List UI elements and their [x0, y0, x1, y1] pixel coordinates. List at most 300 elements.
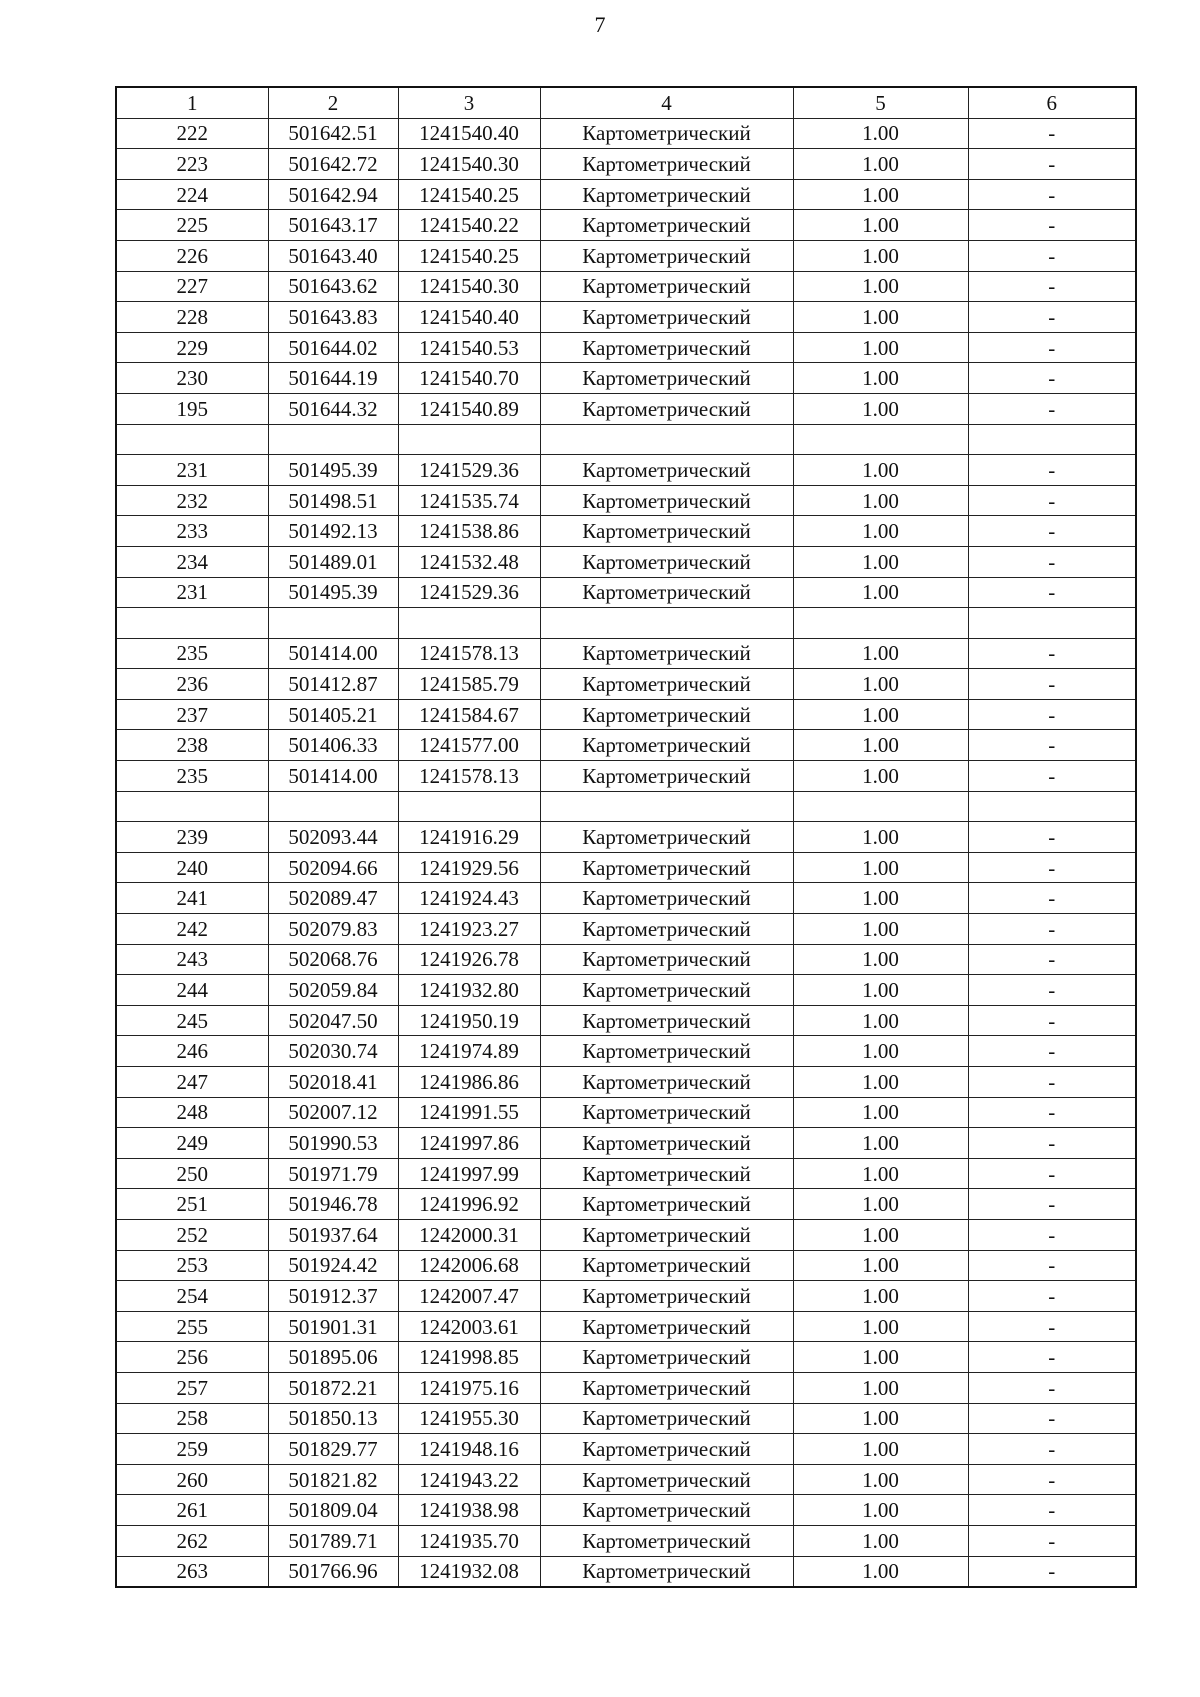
method-cell: Картометрический [540, 332, 793, 363]
point-number-cell: 224 [116, 179, 268, 210]
y-coordinate-cell: 1241975.16 [398, 1372, 540, 1403]
y-coordinate-cell: 1242000.31 [398, 1219, 540, 1250]
point-number-cell: 222 [116, 118, 268, 149]
note-cell: - [968, 822, 1136, 853]
accuracy-cell: 1.00 [793, 1067, 968, 1098]
y-coordinate-cell: 1241950.19 [398, 1005, 540, 1036]
x-coordinate-cell: 501850.13 [268, 1403, 398, 1434]
point-number-cell: 226 [116, 240, 268, 271]
accuracy-cell: 1.00 [793, 1434, 968, 1465]
accuracy-cell: 1.00 [793, 118, 968, 149]
x-coordinate-cell: 501971.79 [268, 1158, 398, 1189]
y-coordinate-cell: 1242003.61 [398, 1311, 540, 1342]
accuracy-cell: 1.00 [793, 852, 968, 883]
method-cell: Картометрический [540, 1434, 793, 1465]
x-coordinate-cell: 502018.41 [268, 1067, 398, 1098]
y-coordinate-cell: 1241924.43 [398, 883, 540, 914]
column-header: 3 [398, 87, 540, 118]
table-row [116, 608, 1136, 639]
y-coordinate-cell: 1241997.99 [398, 1158, 540, 1189]
x-coordinate-cell: 502030.74 [268, 1036, 398, 1067]
table-row [116, 1281, 1136, 1312]
accuracy-cell: 1.00 [793, 975, 968, 1006]
table-row [116, 761, 1136, 792]
y-coordinate-cell: 1241923.27 [398, 914, 540, 945]
method-cell [540, 608, 793, 639]
x-coordinate-cell: 501414.00 [268, 761, 398, 792]
table-row [116, 1556, 1136, 1587]
table-row [116, 149, 1136, 180]
note-cell [968, 791, 1136, 822]
method-cell: Картометрический [540, 577, 793, 608]
table-row [116, 1342, 1136, 1373]
note-cell: - [968, 546, 1136, 577]
accuracy-cell: 1.00 [793, 1158, 968, 1189]
x-coordinate-cell: 502093.44 [268, 822, 398, 853]
y-coordinate-cell: 1241926.78 [398, 944, 540, 975]
x-coordinate-cell [268, 424, 398, 455]
method-cell: Картометрический [540, 485, 793, 516]
x-coordinate-cell: 502047.50 [268, 1005, 398, 1036]
table-row [116, 424, 1136, 455]
point-number-cell: 259 [116, 1434, 268, 1465]
table-row [116, 302, 1136, 333]
point-number-cell: 228 [116, 302, 268, 333]
table-row [116, 944, 1136, 975]
method-cell: Картометрический [540, 1158, 793, 1189]
accuracy-cell: 1.00 [793, 1128, 968, 1159]
column-header: 1 [116, 87, 268, 118]
table-row [116, 914, 1136, 945]
table-row [116, 455, 1136, 486]
note-cell: - [968, 1097, 1136, 1128]
method-cell: Картометрический [540, 1403, 793, 1434]
y-coordinate-cell: 1241540.40 [398, 302, 540, 333]
accuracy-cell: 1.00 [793, 455, 968, 486]
table-row [116, 210, 1136, 241]
accuracy-cell: 1.00 [793, 1189, 968, 1220]
note-cell: - [968, 730, 1136, 761]
accuracy-cell: 1.00 [793, 271, 968, 302]
note-cell: - [968, 1311, 1136, 1342]
y-coordinate-cell: 1241986.86 [398, 1067, 540, 1098]
table-row [116, 179, 1136, 210]
note-cell: - [968, 332, 1136, 363]
accuracy-cell: 1.00 [793, 883, 968, 914]
point-number-cell: 247 [116, 1067, 268, 1098]
note-cell: - [968, 240, 1136, 271]
y-coordinate-cell: 1241535.74 [398, 485, 540, 516]
note-cell: - [968, 1158, 1136, 1189]
table-row [116, 791, 1136, 822]
point-number-cell: 239 [116, 822, 268, 853]
table-row [116, 332, 1136, 363]
method-cell: Картометрический [540, 1128, 793, 1159]
point-number-cell: 255 [116, 1311, 268, 1342]
note-cell: - [968, 1281, 1136, 1312]
accuracy-cell: 1.00 [793, 577, 968, 608]
note-cell: - [968, 485, 1136, 516]
accuracy-cell: 1.00 [793, 944, 968, 975]
accuracy-cell: 1.00 [793, 302, 968, 333]
y-coordinate-cell: 1241540.30 [398, 149, 540, 180]
table-row [116, 516, 1136, 547]
table-body [116, 118, 1136, 1587]
table-row [116, 1403, 1136, 1434]
method-cell: Картометрический [540, 1556, 793, 1587]
accuracy-cell: 1.00 [793, 638, 968, 669]
note-cell: - [968, 1219, 1136, 1250]
y-coordinate-cell: 1241540.30 [398, 271, 540, 302]
accuracy-cell: 1.00 [793, 822, 968, 853]
x-coordinate-cell: 501642.72 [268, 149, 398, 180]
method-cell: Картометрический [540, 1342, 793, 1373]
note-cell: - [968, 852, 1136, 883]
note-cell [968, 608, 1136, 639]
y-coordinate-cell: 1241955.30 [398, 1403, 540, 1434]
point-number-cell: 230 [116, 363, 268, 394]
method-cell: Картометрический [540, 455, 793, 486]
accuracy-cell: 1.00 [793, 363, 968, 394]
point-number-cell: 245 [116, 1005, 268, 1036]
point-number-cell: 248 [116, 1097, 268, 1128]
point-number-cell: 241 [116, 883, 268, 914]
y-coordinate-cell: 1241540.53 [398, 332, 540, 363]
point-number-cell: 229 [116, 332, 268, 363]
x-coordinate-cell: 501895.06 [268, 1342, 398, 1373]
point-number-cell: 233 [116, 516, 268, 547]
accuracy-cell [793, 608, 968, 639]
point-number-cell: 261 [116, 1495, 268, 1526]
x-coordinate-cell: 501912.37 [268, 1281, 398, 1312]
x-coordinate-cell: 501937.64 [268, 1219, 398, 1250]
table-row [116, 1495, 1136, 1526]
table-row [116, 1525, 1136, 1556]
x-coordinate-cell: 501643.40 [268, 240, 398, 271]
point-number-cell: 260 [116, 1464, 268, 1495]
note-cell: - [968, 1342, 1136, 1373]
y-coordinate-cell [398, 424, 540, 455]
point-number-cell: 225 [116, 210, 268, 241]
accuracy-cell: 1.00 [793, 1219, 968, 1250]
table-header [116, 87, 1136, 118]
point-number-cell: 251 [116, 1189, 268, 1220]
y-coordinate-cell: 1242007.47 [398, 1281, 540, 1312]
method-cell: Картометрический [540, 1219, 793, 1250]
y-coordinate-cell: 1241529.36 [398, 455, 540, 486]
point-number-cell: 258 [116, 1403, 268, 1434]
note-cell: - [968, 1189, 1136, 1220]
method-cell: Картометрический [540, 1250, 793, 1281]
x-coordinate-cell [268, 608, 398, 639]
x-coordinate-cell: 501829.77 [268, 1434, 398, 1465]
accuracy-cell: 1.00 [793, 516, 968, 547]
accuracy-cell: 1.00 [793, 240, 968, 271]
column-header: 4 [540, 87, 793, 118]
x-coordinate-cell: 501821.82 [268, 1464, 398, 1495]
method-cell: Картометрический [540, 363, 793, 394]
point-number-cell [116, 608, 268, 639]
point-number-cell: 223 [116, 149, 268, 180]
accuracy-cell: 1.00 [793, 1372, 968, 1403]
x-coordinate-cell: 501414.00 [268, 638, 398, 669]
accuracy-cell: 1.00 [793, 210, 968, 241]
point-number-cell: 244 [116, 975, 268, 1006]
note-cell: - [968, 516, 1136, 547]
table-row [116, 1128, 1136, 1159]
note-cell: - [968, 761, 1136, 792]
note-cell: - [968, 1403, 1136, 1434]
point-number-cell: 235 [116, 638, 268, 669]
note-cell: - [968, 1434, 1136, 1465]
y-coordinate-cell: 1242006.68 [398, 1250, 540, 1281]
table-row [116, 1005, 1136, 1036]
x-coordinate-cell: 501809.04 [268, 1495, 398, 1526]
x-coordinate-cell: 502007.12 [268, 1097, 398, 1128]
accuracy-cell: 1.00 [793, 1342, 968, 1373]
accuracy-cell: 1.00 [793, 179, 968, 210]
x-coordinate-cell: 501495.39 [268, 577, 398, 608]
x-coordinate-cell: 501642.94 [268, 179, 398, 210]
y-coordinate-cell: 1241540.22 [398, 210, 540, 241]
method-cell: Картометрический [540, 240, 793, 271]
x-coordinate-cell: 501789.71 [268, 1525, 398, 1556]
table-row [116, 699, 1136, 730]
method-cell: Картометрический [540, 393, 793, 424]
note-cell: - [968, 149, 1136, 180]
point-number-cell: 195 [116, 393, 268, 424]
note-cell: - [968, 669, 1136, 700]
table-row [116, 1067, 1136, 1098]
point-number-cell: 237 [116, 699, 268, 730]
y-coordinate-cell: 1241585.79 [398, 669, 540, 700]
y-coordinate-cell: 1241577.00 [398, 730, 540, 761]
method-cell: Картометрический [540, 1525, 793, 1556]
note-cell [968, 424, 1136, 455]
method-cell: Картометрический [540, 302, 793, 333]
method-cell: Картометрический [540, 516, 793, 547]
page-number: 7 [594, 12, 606, 37]
x-coordinate-cell: 501405.21 [268, 699, 398, 730]
method-cell: Картометрический [540, 638, 793, 669]
x-coordinate-cell: 501643.83 [268, 302, 398, 333]
point-number-cell: 231 [116, 455, 268, 486]
note-cell: - [968, 271, 1136, 302]
column-header: 5 [793, 87, 968, 118]
point-number-cell: 235 [116, 761, 268, 792]
y-coordinate-cell: 1241540.89 [398, 393, 540, 424]
note-cell: - [968, 1464, 1136, 1495]
x-coordinate-cell: 501495.39 [268, 455, 398, 486]
method-cell: Картометрический [540, 546, 793, 577]
y-coordinate-cell: 1241584.67 [398, 699, 540, 730]
table-row [116, 393, 1136, 424]
note-cell: - [968, 363, 1136, 394]
point-number-cell: 242 [116, 914, 268, 945]
note-cell: - [968, 179, 1136, 210]
x-coordinate-cell: 501766.96 [268, 1556, 398, 1587]
note-cell: - [968, 393, 1136, 424]
accuracy-cell: 1.00 [793, 914, 968, 945]
y-coordinate-cell: 1241998.85 [398, 1342, 540, 1373]
point-number-cell: 238 [116, 730, 268, 761]
table-row [116, 1434, 1136, 1465]
y-coordinate-cell: 1241916.29 [398, 822, 540, 853]
method-cell: Картометрический [540, 210, 793, 241]
table-row [116, 1372, 1136, 1403]
method-cell: Картометрический [540, 761, 793, 792]
x-coordinate-cell: 501492.13 [268, 516, 398, 547]
y-coordinate-cell: 1241996.92 [398, 1189, 540, 1220]
table-row [116, 271, 1136, 302]
point-number-cell: 243 [116, 944, 268, 975]
y-coordinate-cell: 1241932.08 [398, 1556, 540, 1587]
x-coordinate-cell: 501643.62 [268, 271, 398, 302]
point-number-cell: 246 [116, 1036, 268, 1067]
point-number-cell [116, 424, 268, 455]
y-coordinate-cell: 1241540.25 [398, 179, 540, 210]
point-number-cell: 234 [116, 546, 268, 577]
method-cell [540, 791, 793, 822]
method-cell: Картометрический [540, 914, 793, 945]
x-coordinate-cell: 502079.83 [268, 914, 398, 945]
note-cell: - [968, 699, 1136, 730]
accuracy-cell: 1.00 [793, 1281, 968, 1312]
note-cell: - [968, 914, 1136, 945]
table-row [116, 1464, 1136, 1495]
point-number-cell: 236 [116, 669, 268, 700]
y-coordinate-cell: 1241929.56 [398, 852, 540, 883]
note-cell: - [968, 1372, 1136, 1403]
x-coordinate-cell: 501644.02 [268, 332, 398, 363]
x-coordinate-cell: 501643.17 [268, 210, 398, 241]
note-cell: - [968, 975, 1136, 1006]
method-cell: Картометрический [540, 699, 793, 730]
y-coordinate-cell: 1241943.22 [398, 1464, 540, 1495]
y-coordinate-cell: 1241974.89 [398, 1036, 540, 1067]
table-row [116, 822, 1136, 853]
method-cell: Картометрический [540, 149, 793, 180]
point-number-cell: 231 [116, 577, 268, 608]
x-coordinate-cell: 502089.47 [268, 883, 398, 914]
x-coordinate-cell: 501412.87 [268, 669, 398, 700]
y-coordinate-cell: 1241540.25 [398, 240, 540, 271]
accuracy-cell: 1.00 [793, 1097, 968, 1128]
note-cell: - [968, 1250, 1136, 1281]
method-cell: Картометрический [540, 1036, 793, 1067]
header-row [116, 87, 1136, 118]
method-cell: Картометрический [540, 1097, 793, 1128]
x-coordinate-cell: 502094.66 [268, 852, 398, 883]
method-cell: Картометрический [540, 1464, 793, 1495]
method-cell: Картометрический [540, 883, 793, 914]
note-cell: - [968, 302, 1136, 333]
x-coordinate-cell: 501406.33 [268, 730, 398, 761]
point-number-cell: 250 [116, 1158, 268, 1189]
table-row [116, 883, 1136, 914]
method-cell: Картометрический [540, 1281, 793, 1312]
accuracy-cell: 1.00 [793, 332, 968, 363]
point-number-cell [116, 791, 268, 822]
table-row [116, 1036, 1136, 1067]
accuracy-cell: 1.00 [793, 1464, 968, 1495]
method-cell: Картометрический [540, 822, 793, 853]
method-cell: Картометрический [540, 1189, 793, 1220]
accuracy-cell: 1.00 [793, 1005, 968, 1036]
note-cell: - [968, 1128, 1136, 1159]
table-row [116, 1219, 1136, 1250]
method-cell: Картометрический [540, 1311, 793, 1342]
accuracy-cell: 1.00 [793, 485, 968, 516]
y-coordinate-cell: 1241578.13 [398, 638, 540, 669]
method-cell: Картометрический [540, 1495, 793, 1526]
y-coordinate-cell: 1241529.36 [398, 577, 540, 608]
y-coordinate-cell: 1241997.86 [398, 1128, 540, 1159]
method-cell: Картометрический [540, 975, 793, 1006]
x-coordinate-cell: 502059.84 [268, 975, 398, 1006]
table-row [116, 975, 1136, 1006]
note-cell: - [968, 1036, 1136, 1067]
method-cell: Картометрический [540, 944, 793, 975]
table-row [116, 118, 1136, 149]
point-number-cell: 227 [116, 271, 268, 302]
point-number-cell: 263 [116, 1556, 268, 1587]
note-cell: - [968, 455, 1136, 486]
y-coordinate-cell: 1241991.55 [398, 1097, 540, 1128]
note-cell: - [968, 1067, 1136, 1098]
point-number-cell: 240 [116, 852, 268, 883]
note-cell: - [968, 1556, 1136, 1587]
y-coordinate-cell: 1241540.70 [398, 363, 540, 394]
accuracy-cell: 1.00 [793, 393, 968, 424]
y-coordinate-cell [398, 608, 540, 639]
accuracy-cell: 1.00 [793, 546, 968, 577]
accuracy-cell: 1.00 [793, 1311, 968, 1342]
method-cell: Картометрический [540, 179, 793, 210]
accuracy-cell: 1.00 [793, 730, 968, 761]
x-coordinate-cell [268, 791, 398, 822]
point-number-cell: 232 [116, 485, 268, 516]
point-number-cell: 257 [116, 1372, 268, 1403]
y-coordinate-cell [398, 791, 540, 822]
y-coordinate-cell: 1241932.80 [398, 975, 540, 1006]
table-row [116, 363, 1136, 394]
accuracy-cell [793, 424, 968, 455]
note-cell: - [968, 944, 1136, 975]
accuracy-cell: 1.00 [793, 1525, 968, 1556]
accuracy-cell: 1.00 [793, 1556, 968, 1587]
point-number-cell: 252 [116, 1219, 268, 1250]
x-coordinate-cell: 502068.76 [268, 944, 398, 975]
table-row [116, 1189, 1136, 1220]
table-row [116, 485, 1136, 516]
note-cell: - [968, 577, 1136, 608]
method-cell: Картометрический [540, 730, 793, 761]
x-coordinate-cell: 501498.51 [268, 485, 398, 516]
y-coordinate-cell: 1241578.13 [398, 761, 540, 792]
table-row [116, 240, 1136, 271]
method-cell: Картометрический [540, 669, 793, 700]
point-number-cell: 249 [116, 1128, 268, 1159]
x-coordinate-cell: 501644.19 [268, 363, 398, 394]
method-cell [540, 424, 793, 455]
y-coordinate-cell: 1241948.16 [398, 1434, 540, 1465]
accuracy-cell: 1.00 [793, 669, 968, 700]
y-coordinate-cell: 1241532.48 [398, 546, 540, 577]
note-cell: - [968, 118, 1136, 149]
y-coordinate-cell: 1241538.86 [398, 516, 540, 547]
point-number-cell: 256 [116, 1342, 268, 1373]
